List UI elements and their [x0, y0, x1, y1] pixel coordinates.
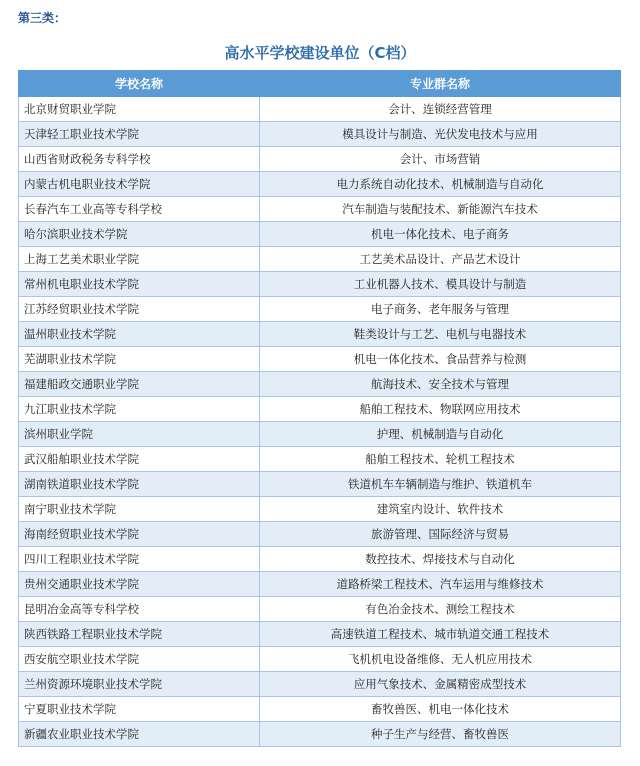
table-row	[19, 372, 621, 397]
school-name-cell: 温州职业技术学院	[19, 322, 260, 347]
majors-cell: 建筑室内设计、软件技术	[260, 497, 621, 522]
majors-cell: 航海技术、安全技术与管理	[260, 372, 621, 397]
table-row	[19, 697, 621, 722]
school-name-cell: 海南经贸职业技术学院	[19, 522, 260, 547]
school-name-cell: 芜湖职业技术学院	[19, 347, 260, 372]
school-name-cell: 兰州资源环境职业技术学院	[19, 672, 260, 697]
table-row	[19, 147, 621, 172]
table-row	[19, 122, 621, 147]
majors-cell: 应用气象技术、金属精密成型技术	[260, 672, 621, 697]
majors-cell: 机电一体化技术、食品营养与检测	[260, 347, 621, 372]
majors-cell: 有色冶金技术、测绘工程技术	[260, 597, 621, 622]
table-row	[19, 422, 621, 447]
column-header-school: 学校名称	[19, 71, 260, 97]
school-name-cell: 上海工艺美术职业学院	[19, 247, 260, 272]
table-row	[19, 547, 621, 572]
table-row	[19, 247, 621, 272]
table-row	[19, 172, 621, 197]
majors-cell: 船舶工程技术、物联网应用技术	[260, 397, 621, 422]
school-name-cell: 西安航空职业技术学院	[19, 647, 260, 672]
table-row	[19, 347, 621, 372]
table-row	[19, 622, 621, 647]
majors-cell: 会计、市场营销	[260, 147, 621, 172]
school-name-cell: 新疆农业职业技术学院	[19, 722, 260, 747]
table-row	[19, 572, 621, 597]
table-row	[19, 522, 621, 547]
school-name-cell: 山西省财政税务专科学校	[19, 147, 260, 172]
majors-cell: 会计、连锁经营管理	[260, 97, 621, 122]
majors-cell: 电子商务、老年服务与管理	[260, 297, 621, 322]
majors-cell: 高速铁道工程技术、城市轨道交通工程技术	[260, 622, 621, 647]
school-name-cell: 昆明冶金高等专科学校	[19, 597, 260, 622]
majors-cell: 电力系统自动化技术、机械制造与自动化	[260, 172, 621, 197]
school-name-cell: 宁夏职业技术学院	[19, 697, 260, 722]
majors-cell: 数控技术、焊接技术与自动化	[260, 547, 621, 572]
majors-cell: 船舶工程技术、轮机工程技术	[260, 447, 621, 472]
table-row	[19, 497, 621, 522]
school-name-cell: 常州机电职业技术学院	[19, 272, 260, 297]
table-row	[19, 322, 621, 347]
majors-cell: 鞋类设计与工艺、电机与电器技术	[260, 322, 621, 347]
majors-cell: 模具设计与制造、光伏发电技术与应用	[260, 122, 621, 147]
table-row	[19, 722, 621, 747]
table-row	[19, 397, 621, 422]
table-header-row	[19, 71, 621, 97]
majors-cell: 旅游管理、国际经济与贸易	[260, 522, 621, 547]
majors-cell: 铁道机车车辆制造与维护、铁道机车	[260, 472, 621, 497]
school-name-cell: 天津轻工职业技术学院	[19, 122, 260, 147]
table-row	[19, 197, 621, 222]
majors-cell: 种子生产与经营、畜牧兽医	[260, 722, 621, 747]
table-row	[19, 447, 621, 472]
school-name-cell: 武汉船舶职业技术学院	[19, 447, 260, 472]
school-name-cell: 滨州职业学院	[19, 422, 260, 447]
school-name-cell: 九江职业技术学院	[19, 397, 260, 422]
majors-cell: 护理、机械制造与自动化	[260, 422, 621, 447]
page-title: 高水平学校建设单位（C档）	[224, 44, 416, 62]
table-row	[19, 222, 621, 247]
school-name-cell: 福建船政交通职业学院	[19, 372, 260, 397]
table-row	[19, 672, 621, 697]
majors-cell: 畜牧兽医、机电一体化技术	[260, 697, 621, 722]
table-row	[19, 97, 621, 122]
table-row	[19, 597, 621, 622]
school-name-cell: 南宁职业技术学院	[19, 497, 260, 522]
table-row	[19, 472, 621, 497]
table-row	[19, 647, 621, 672]
majors-cell: 汽车制造与装配技术、新能源汽车技术	[260, 197, 621, 222]
column-header-majors: 专业群名称	[260, 71, 621, 97]
majors-cell: 工业机器人技术、模具设计与制造	[260, 272, 621, 297]
section-label: 第三类：	[18, 11, 67, 25]
majors-cell: 工艺美术品设计、产品艺术设计	[260, 247, 621, 272]
majors-cell: 机电一体化技术、电子商务	[260, 222, 621, 247]
table-row	[19, 272, 621, 297]
table-body	[19, 97, 621, 747]
school-name-cell: 内蒙古机电职业技术学院	[19, 172, 260, 197]
school-name-cell: 贵州交通职业技术学院	[19, 572, 260, 597]
majors-cell: 飞机机电设备维修、无人机应用技术	[260, 647, 621, 672]
school-name-cell: 长春汽车工业高等专科学校	[19, 197, 260, 222]
school-name-cell: 四川工程职业技术学院	[19, 547, 260, 572]
school-table	[18, 70, 621, 747]
school-name-cell: 湖南铁道职业技术学院	[19, 472, 260, 497]
majors-cell: 道路桥梁工程技术、汽车运用与维修技术	[260, 572, 621, 597]
school-name-cell: 陕西铁路工程职业技术学院	[19, 622, 260, 647]
school-name-cell: 北京财贸职业学院	[19, 97, 260, 122]
table-row	[19, 297, 621, 322]
school-name-cell: 江苏经贸职业技术学院	[19, 297, 260, 322]
school-name-cell: 哈尔滨职业技术学院	[19, 222, 260, 247]
